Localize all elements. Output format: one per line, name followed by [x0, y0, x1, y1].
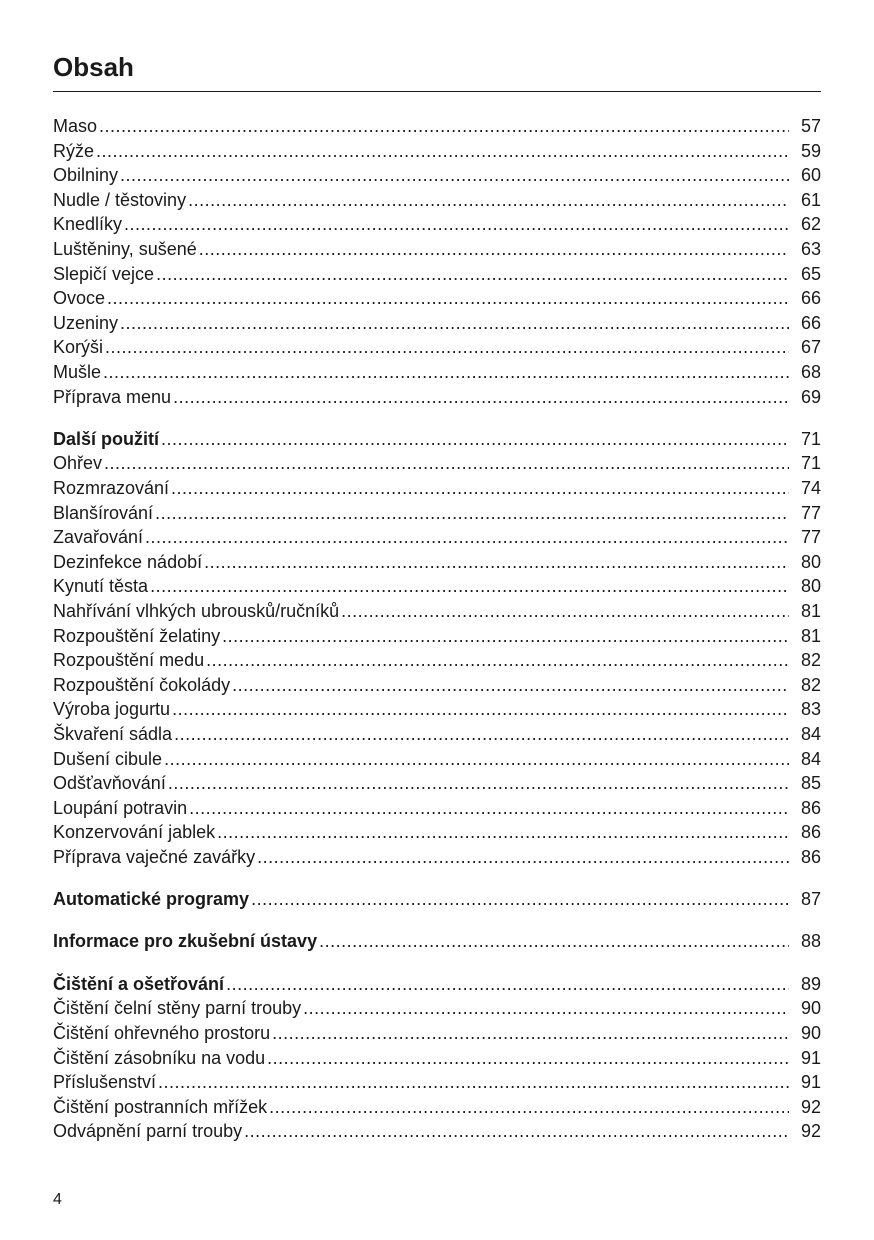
toc-entry-label: Rozpouštění čokolády — [53, 674, 231, 695]
toc-entry[interactable] — [53, 139, 821, 164]
toc-entry[interactable] — [53, 796, 821, 821]
toc-section-heading[interactable] — [53, 887, 821, 912]
toc-entry-page: 77 — [800, 527, 821, 548]
table-of-contents — [53, 114, 821, 1144]
toc-entry[interactable] — [53, 550, 821, 575]
toc-entry-page: 81 — [800, 600, 821, 621]
toc-entry-label: Obilniny — [53, 165, 119, 186]
toc-entry-page: 91 — [800, 1072, 821, 1093]
toc-dot-leader — [161, 427, 789, 452]
toc-entry-label: Loupání potravin — [53, 797, 188, 818]
toc-dot-leader — [145, 525, 789, 550]
toc-dot-leader — [155, 501, 789, 526]
toc-entry-page: 84 — [800, 723, 821, 744]
toc-entry-page: 90 — [800, 998, 821, 1019]
toc-entry-page: 66 — [800, 312, 821, 333]
toc-dot-leader — [188, 188, 789, 213]
toc-entry[interactable] — [53, 722, 821, 747]
toc-dot-leader — [120, 163, 789, 188]
toc-entry[interactable] — [53, 476, 821, 501]
toc-entry-page: 82 — [800, 650, 821, 671]
toc-entry[interactable] — [53, 673, 821, 698]
toc-entry[interactable] — [53, 574, 821, 599]
toc-entry-label: Příslušenství — [53, 1072, 157, 1093]
toc-entry[interactable] — [53, 1070, 821, 1095]
toc-entry-label: Další použití — [53, 428, 160, 449]
toc-dot-leader — [174, 722, 789, 747]
toc-dot-leader — [269, 1095, 789, 1120]
toc-entry-page: 86 — [800, 846, 821, 867]
toc-entry-label: Příprava vaječné zavářky — [53, 846, 256, 867]
toc-entry-page: 82 — [800, 674, 821, 695]
toc-dot-leader — [303, 996, 789, 1021]
toc-entry-label: Uzeniny — [53, 312, 119, 333]
toc-entry-page: 62 — [800, 214, 821, 235]
toc-dot-leader — [206, 648, 789, 673]
toc-entry[interactable] — [53, 648, 821, 673]
toc-entry[interactable] — [53, 697, 821, 722]
toc-entry-label: Odvápnění parní trouby — [53, 1121, 243, 1142]
toc-dot-leader — [150, 574, 789, 599]
toc-entry-label: Čištění postranních mřížek — [53, 1096, 268, 1117]
toc-entry[interactable] — [53, 237, 821, 262]
toc-dot-leader — [267, 1046, 789, 1071]
toc-entry[interactable] — [53, 996, 821, 1021]
toc-entry-label: Dezinfekce nádobí — [53, 551, 203, 572]
toc-dot-leader — [120, 311, 789, 336]
toc-entry-page: 87 — [800, 889, 821, 910]
toc-dot-leader — [244, 1119, 789, 1144]
toc-entry[interactable] — [53, 845, 821, 870]
toc-entry[interactable] — [53, 188, 821, 213]
toc-dot-leader — [217, 820, 789, 845]
toc-entry-page: 91 — [800, 1047, 821, 1068]
toc-dot-leader — [319, 929, 789, 954]
toc-entry-label: Nudle / těstoviny — [53, 189, 187, 210]
toc-entry-page: 59 — [800, 140, 821, 161]
toc-dot-leader — [173, 385, 789, 410]
toc-entry[interactable] — [53, 501, 821, 526]
toc-dot-leader — [341, 599, 789, 624]
toc-entry-page: 84 — [800, 748, 821, 769]
toc-entry[interactable] — [53, 163, 821, 188]
page-title: Obsah — [53, 52, 134, 82]
toc-dot-leader — [171, 476, 789, 501]
toc-entry[interactable] — [53, 1021, 821, 1046]
toc-entry-label: Nahřívání vlhkých ubrousků/ručníků — [53, 600, 340, 621]
toc-dot-leader — [168, 771, 789, 796]
toc-entry-label: Konzervování jablek — [53, 822, 216, 843]
toc-entry-page: 66 — [800, 288, 821, 309]
toc-entry-label: Informace pro zkušební ústavy — [53, 931, 318, 952]
toc-entry-label: Škvaření sádla — [53, 723, 173, 744]
toc-entry-page: 83 — [800, 699, 821, 720]
toc-entry-label: Čištění čelní stěny parní trouby — [53, 998, 302, 1019]
toc-dot-leader — [99, 114, 789, 139]
toc-entry-page: 88 — [800, 931, 821, 952]
toc-entry-page: 92 — [800, 1121, 821, 1142]
toc-entry[interactable] — [53, 335, 821, 360]
toc-entry-page: 85 — [800, 773, 821, 794]
toc-entry-label: Výroba jogurtu — [53, 699, 171, 720]
toc-entry[interactable] — [53, 525, 821, 550]
toc-entry-label: Maso — [53, 116, 98, 136]
toc-entry[interactable] — [53, 599, 821, 624]
toc-dot-leader — [204, 550, 789, 575]
toc-entry[interactable] — [53, 747, 821, 772]
toc-entry-page: 89 — [800, 973, 821, 994]
toc-dot-leader — [105, 335, 789, 360]
toc-dot-leader — [156, 262, 789, 287]
toc-entry[interactable] — [53, 212, 821, 237]
toc-dot-leader — [107, 286, 789, 311]
toc-entry-label: Ohřev — [53, 453, 103, 474]
toc-entry-label: Rozmrazování — [53, 478, 170, 498]
toc-entry[interactable] — [53, 385, 821, 410]
toc-entry-page: 81 — [800, 625, 821, 646]
toc-entry-page: 80 — [800, 551, 821, 572]
toc-entry-label: Slepičí vejce — [53, 263, 155, 284]
toc-entry-page: 69 — [800, 386, 821, 407]
toc-entry-label: Dušení cibule — [53, 748, 163, 769]
toc-entry-page: 71 — [800, 428, 821, 449]
toc-entry-page: 68 — [800, 361, 821, 382]
toc-section-heading[interactable] — [53, 427, 821, 452]
toc-entry-label: Ovoce — [53, 288, 106, 309]
toc-dot-leader — [222, 624, 789, 649]
toc-entry[interactable] — [53, 624, 821, 649]
toc-entry[interactable] — [53, 1046, 821, 1071]
toc-section-heading[interactable] — [53, 972, 821, 997]
toc-dot-leader — [164, 747, 789, 772]
toc-entry[interactable] — [53, 360, 821, 385]
toc-entry-label: Mušle — [53, 361, 102, 382]
toc-entry-page: 63 — [800, 238, 821, 259]
toc-entry-label: Rýže — [53, 140, 95, 161]
toc-entry[interactable] — [53, 820, 821, 845]
toc-entry-label: Příprava menu — [53, 386, 172, 407]
toc-entry-label: Čištění a ošetřování — [53, 973, 225, 994]
toc-dot-leader — [226, 972, 789, 997]
toc-entry-label: Odšťavňování — [53, 773, 166, 794]
title-divider — [53, 91, 821, 92]
toc-entry-label: Luštěniny, sušené — [53, 238, 197, 259]
toc-entry-label: Rozpouštění želatiny — [53, 625, 221, 646]
toc-dot-leader — [189, 796, 789, 821]
toc-dot-leader — [251, 887, 789, 912]
toc-entry-page: 92 — [800, 1096, 821, 1117]
toc-dot-leader — [124, 212, 789, 237]
toc-entry-label: Knedlíky — [53, 214, 123, 235]
toc-entry-label: Blanšírování — [53, 502, 154, 523]
toc-entry-page: 60 — [800, 165, 821, 186]
toc-section-heading[interactable] — [53, 929, 821, 954]
toc-entry[interactable] — [53, 1095, 821, 1120]
toc-entry-label: Zavařování — [53, 527, 144, 548]
toc-dot-leader — [199, 237, 789, 262]
toc-dot-leader — [232, 673, 789, 698]
toc-entry-label: Čištění zásobníku na vodu — [53, 1047, 266, 1068]
toc-entry-page: 65 — [800, 263, 821, 284]
toc-entry[interactable] — [53, 771, 821, 796]
toc-entry-page: 77 — [800, 502, 821, 523]
toc-dot-leader — [103, 360, 789, 385]
toc-entry[interactable] — [53, 262, 821, 287]
toc-entry-label: Kynutí těsta — [53, 576, 149, 597]
toc-dot-leader — [172, 697, 789, 722]
toc-entry-page: 86 — [800, 797, 821, 818]
toc-entry[interactable] — [53, 311, 821, 336]
toc-dot-leader — [272, 1021, 789, 1046]
toc-dot-leader — [104, 451, 789, 476]
toc-entry-page: 71 — [800, 453, 821, 474]
toc-entry-page: 67 — [800, 337, 821, 358]
toc-entry-page: 61 — [800, 189, 821, 210]
toc-entry-page: 90 — [800, 1022, 821, 1043]
toc-entry[interactable] — [53, 286, 821, 311]
toc-entry-label: Korýši — [53, 337, 104, 358]
toc-dot-leader — [158, 1070, 789, 1095]
toc-dot-leader — [257, 845, 789, 870]
toc-entry[interactable] — [53, 114, 821, 139]
page-number: 4 — [53, 1191, 62, 1208]
toc-dot-leader — [96, 139, 789, 164]
toc-entry-page: 74 — [800, 478, 821, 498]
toc-entry[interactable] — [53, 451, 821, 476]
toc-entry-page: 80 — [800, 576, 821, 597]
toc-entry-label: Čištění ohřevného prostoru — [53, 1022, 271, 1043]
toc-entry[interactable] — [53, 1119, 821, 1144]
toc-entry-label: Automatické programy — [53, 889, 250, 910]
toc-entry-page: 86 — [800, 822, 821, 843]
toc-entry-label: Rozpouštění medu — [53, 650, 205, 671]
toc-entry-page: 57 — [800, 116, 821, 136]
